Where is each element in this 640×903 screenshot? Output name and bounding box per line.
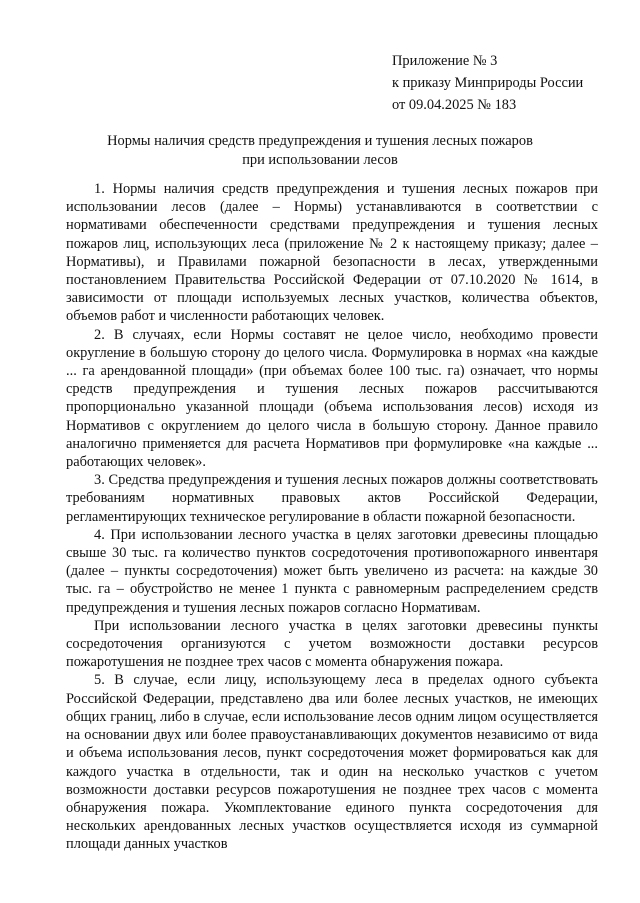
- paragraph-3: 3. Средства предупреждения и тушения лесных пожаров должны соответствовать требованиям нормативных правовых актов Российской Федерации, регламентирующих техническое регулирование в области пожарной безопасности.: [66, 472, 598, 525]
- document-body: [66, 180, 598, 854]
- annex-number: Приложение № 3: [392, 53, 498, 69]
- annex-order-reference: к приказу Минприроды России: [392, 75, 584, 91]
- paragraph-4-continued: При использовании лесного участка в целях заготовки древесины пункты сосредоточения организуются с учетом возможности доставки ресурсов пожаротушения не позднее трех часов с момента обнаружения пожара.: [66, 617, 598, 671]
- paragraph-2: 2. В случаях, если Нормы составят не целое число, необходимо провести округление в большую сторону до целого числа. Формулировка в нормах «на каждые ... га арендованной площади» (при объемах более 100 тыс. га) означает, что нормы средств предупреждения и тушения лесных пожаров рассчитываются пропорционально указанной площади (объема использования лесов) исходя из Нормативов с округлением до целого числа в большую сторону. Данное правило аналогично применяется для расчета Нормативов при формулировке «на каждые ... работающих человек».: [66, 326, 598, 471]
- document-title: [64, 132, 576, 170]
- annex-order-date: от 09.04.2025 № 183: [392, 97, 517, 113]
- title-line-1: Нормы наличия средств предупреждения и тушения лесных пожаров: [107, 133, 533, 149]
- paragraph-1: 1. Нормы наличия средств предупреждения и тушения лесных пожаров при использовании лесов (далее – Нормы) устанавливаются в соответствии с нормативами обеспеченности средствами предупреждения и тушения лесных пожаров лиц, использующих леса (приложение № 2 к настоящему приказу; далее – Нормативы), и Правилами пожарной безопасности в лесах, утвержденными постановлением Правительства Российской Федерации от 07.10.2020 № 1614, в зависимости от площади используемых лесных участков, количества объектов, объемов работ и численности работающих человек.: [66, 181, 598, 325]
- title-line-2: при использовании лесов: [242, 152, 398, 168]
- annex-header: [392, 50, 622, 116]
- paragraph-5: 5. В случае, если лицу, использующему леса в пределах одного субъекта Российской Федерации, представлено два или более лесных участков, не имеющих общих границ, либо в случае, если использование лесов одним лицом осуществляется на основании двух или более правоустанавливающих документов независимо от вида и объема использования лесов, пункт сосредоточения может формироваться как для каждого участка в отдельности, так и один на несколько участков с учетом возможности доставки ресурсов пожаротушения не позднее трех часов с момента обнаружения пожара. Укомплектование единого пункта сосредоточения для нескольких арендованных лесных участков осуществляется исходя из суммарной площади данных участков: [66, 672, 598, 853]
- paragraph-4: 4. При использовании лесного участка в целях заготовки древесины площадью свыше 30 тыс. га количество пунктов сосредоточения противопожарного инвентаря (далее – пункты сосредоточения) может быть увеличено из расчета: на каждые 30 тыс. га – обустройство не менее 1 пункта с равномерным распределением средств предупреждения и тушения лесных пожаров согласно Нормативам.: [66, 526, 598, 616]
